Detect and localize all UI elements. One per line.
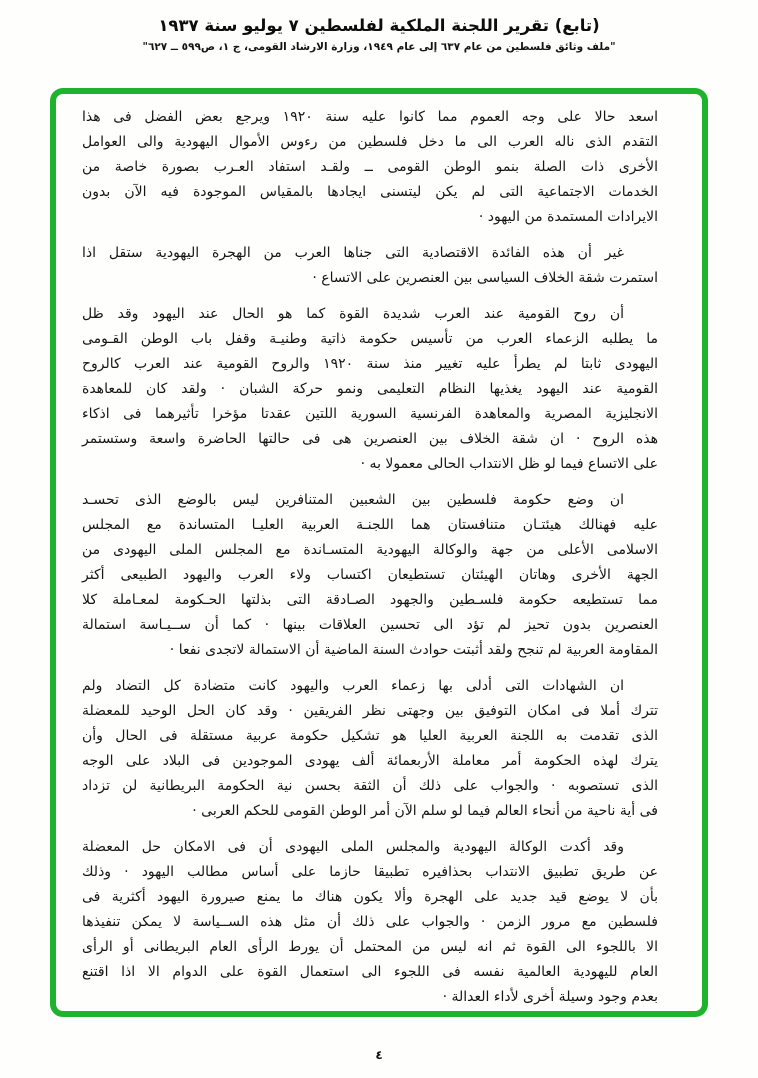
text-line: عليه فهنالك هيئتـان متنافستان هما اللجنـة العربية العليـا المتساندة مع المجلس	[82, 517, 658, 533]
text-line: ان وضع حكومة فلسطين بين الشعبين المتنافرين ليس بالوضع الذى تحسـد	[82, 492, 624, 508]
green-border-frame	[50, 88, 708, 1017]
paragraph	[82, 302, 658, 477]
text-line: الجهة الأخرى وهاتان الهيئتان تستطيعان اكتساب ولاء العرب واليهود الطبيعى أكثر	[82, 567, 658, 583]
text-line: مما تستطيعه حكومة فلسـطين والجهود الصـادقة التى بذلتها الحـكومة لمعـاملة كلا	[82, 592, 658, 608]
text-line: الذى تقدمت به اللجنة العربية العليا هو تشكيل حكومة عربية مستقلة فى الحال وأن	[82, 728, 658, 744]
text-line: غير أن هذه الفائدة الاقتصادية التى جناها العرب من الهجرة اليهودية ستقل اذا	[82, 245, 624, 261]
text-line: بعدم وجود وسيلة أخرى لأداء العدالة ·	[442, 989, 658, 1005]
document-body	[56, 94, 702, 1011]
text-line: بأن لا يوضع قيد جديد على الهجرة وألا يكون هناك ما يمنع صيرورة اليهود أكثرية فى	[82, 889, 658, 905]
text-line: فلسطين مع مرور الزمن · والجواب على ذلك أن مثل هذه الســياسة لا يمكن تنفيذها	[82, 914, 658, 930]
text-line: العام لليهودية العالمية نفسه فى اللجوء الى استعمال القوة على الدوام الا اذا اقتنع	[82, 964, 658, 980]
paragraph	[82, 241, 658, 291]
text-line: الانجليزية المصرية والمعاهدة الفرنسية السورية اللتين عقدتا مؤخرا تأثيرهما فى اذكاء	[82, 406, 658, 422]
text-line: المقاومة العربية لم تنجح ولقد أثبتت حوادث السنة الماضية أن الاستمالة لاتجدى نفعا ·	[169, 642, 658, 658]
text-line: أن روح القومية عند العرب شديدة القوة كما هو الحال عند اليهود وقد ظل	[82, 306, 624, 322]
text-line: الأخرى ذات الصلة بنمو الوطن القومى ــ ولقـد استفاد العـرب بصورة خاصة من	[82, 159, 658, 175]
text-line: اليهودى ثابتا لم يطرأ عليه تغيير منذ سنة ١٩٢٠ والروح القومية عند العرب كالروح	[82, 356, 659, 372]
text-line: الاسلامى الأعلى من جهة والوكالة اليهودية المتسـاندة مع المجلس الملى اليهودى من	[82, 542, 658, 558]
text-line: اسعد حالا على وجه العموم مما كانوا عليه سنة ١٩٢٠ ويرجع بعض الفضل فى هذا	[82, 109, 658, 125]
text-line: استمرت شقة الخلاف السياسى بين العنصرين على الاتساع ·	[312, 270, 658, 286]
page-header	[0, 16, 758, 53]
text-line: القومية عند اليهود يغذيها النظام التعليمى ونمو حركة الشبان · ولقد كان للمعاهدة	[82, 381, 658, 397]
text-line: الخدمات الاجتماعية التى لم يكن ليتسنى ايجادها بالمقياس الموجودة فيه الآن بدون	[82, 184, 658, 200]
source-citation: "ملف وثائق فلسطين من عام ٦٣٧ إلى عام ١٩٤٩، وزارة الارشاد القومى، ج ١، ص٥٩٩ ــ ٦٢٧"	[142, 41, 616, 53]
page-number: ٤	[375, 1048, 383, 1062]
paragraph	[82, 488, 658, 663]
text-line: الا باللجوء الى القوة ثم انه ليس من المحتمل أن يورط الرأى العام البريطانى أو الرأى	[82, 939, 658, 955]
text-line: الذى تستصوبه · والجواب على ذلك أن الثقة بحسن نية الحكومة البريطانية لن تزداد	[82, 778, 658, 794]
text-line: يترك لهذه الحكومة أمر معاملة الأربعمائة ألف يهودى الموجودين فى البلاد على الوجه	[82, 753, 658, 769]
text-line: تترك أملا فى امكان التوفيق بين وجهتى نظر الفريقين · وقد كان الحل الوحيد للمعضلة	[82, 703, 658, 719]
text-line: ما يطلبه الزعماء العرب من تأسيس حكومة ذاتية وطنيـة وقفل باب الوطن القـومى	[82, 331, 658, 347]
text-line: ان الشهادات التى أدلى بها زعماء العرب واليهود كانت متضادة كل التضاد ولم	[82, 678, 624, 694]
text-line: الايرادات المستمدة من اليهود ·	[478, 209, 658, 225]
report-title: (تابع) تقرير اللجنة الملكية لفلسطين ٧ يوليو سنة ١٩٣٧	[158, 16, 600, 35]
text-line: التقدم الذى ناله العرب الى ما دخل فلسطين من رءوس الأموال اليهودية والى العوامل	[82, 134, 658, 150]
paragraph	[82, 105, 658, 230]
text-line: عن طريق تطبيق الانتداب بحذافيره تطبيقا حازما على أساس مطالب اليهود · وذلك	[82, 864, 658, 880]
text-line: وقد أكدت الوكالة اليهودية والمجلس الملى اليهودى أن فى الامكان حل المعضلة	[82, 839, 624, 855]
text-line: هذه الروح · ان شقة الخلاف بين العنصرين هى فى حالتها الحاضرة واسعة وستستمر	[82, 431, 658, 447]
text-line: على الاتساع فيما لو ظل الانتداب الحالى معمولا به ·	[360, 456, 658, 472]
paragraph	[82, 835, 658, 1010]
text-line: فى أية ناحية من أنحاء العالم فيما لو سلم الآن أمر الوطن القومى للحكم العربى ·	[192, 803, 658, 819]
paragraph	[82, 674, 658, 824]
text-line: العنصرين بدون تحيز لم تؤد الى تحسين العلاقات بينها · كما أن ســيـاسة استمالة	[82, 617, 658, 633]
